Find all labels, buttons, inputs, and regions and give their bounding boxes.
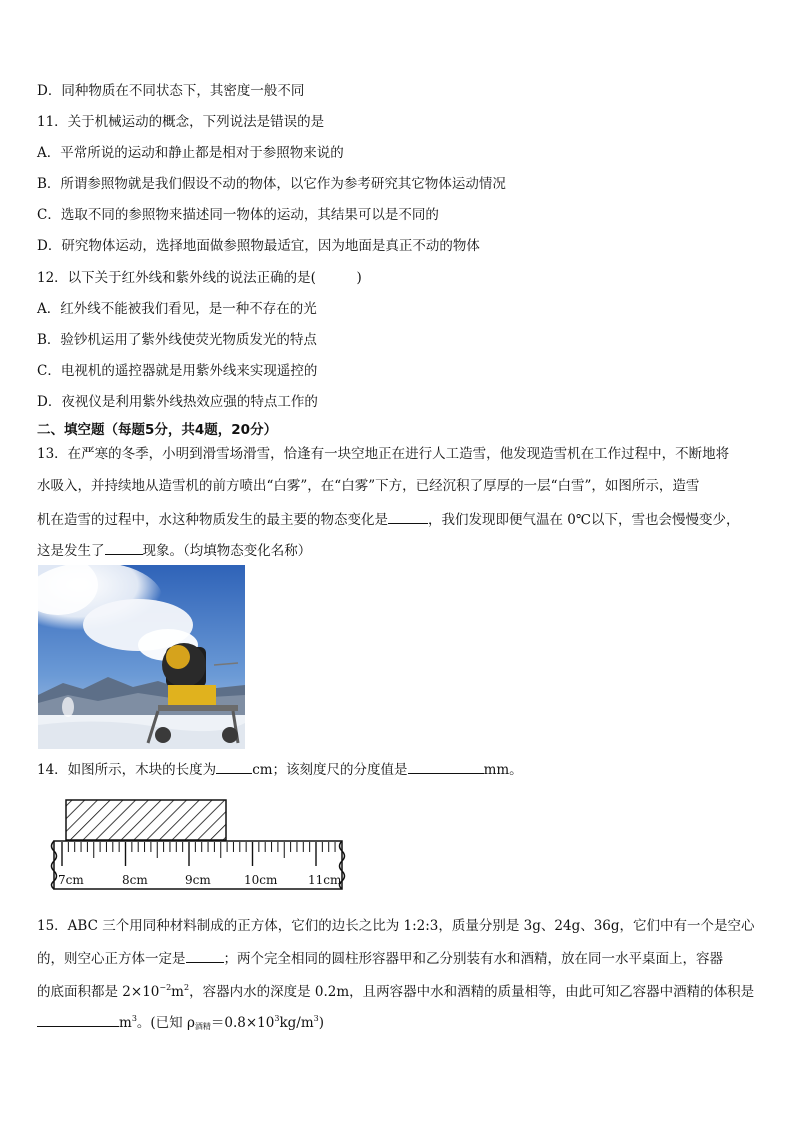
q13-answer-blank-1[interactable] — [388, 509, 428, 524]
q14-answer-blank-length[interactable] — [216, 759, 252, 774]
q15-line-2-text-b: ；两个完全相同的圆柱形容器甲和乙分别装有水和酒精，放在同一水平桌面上，容器 — [223, 951, 723, 967]
q15-line-3-text-a: 的底面积都是 2×10 — [37, 984, 160, 1000]
q14-text-b: cm；该刻度尺的分度值是 — [252, 762, 408, 778]
q15-exponent-3: 3 — [131, 1014, 137, 1023]
q15-line-3-text-c: ，容器内水的深度是 0.2m，且两容器中水和酒精的质量相等，由此可知乙容器中酒精的体积是 — [189, 984, 755, 1000]
q15-line-3-text-b: m — [171, 984, 184, 1000]
q13-line-3 — [37, 509, 739, 529]
q15-line-4 — [37, 1010, 324, 1036]
section-heading-fill-blank: 二、填空题（每题5分，共4题，20分） — [37, 422, 278, 438]
q14-text-a: 14．如图所示，木块的长度为 — [37, 762, 217, 778]
q15-subscript-alcohol: 酒精 — [194, 1022, 211, 1031]
q12-option-a: A．红外线不能被我们看见，是一种不存在的光 — [37, 301, 317, 317]
q15-answer-blank-volume[interactable] — [37, 1012, 119, 1027]
q15-exponent-5: 3 — [313, 1014, 319, 1023]
q15-exponent-1: −2 — [159, 983, 172, 992]
ruler-label-8cm: 8cm — [122, 873, 148, 887]
q11-option-b: B．所谓参照物就是我们假设不动的物体，以它作为参考研究其它物体运动情况 — [37, 176, 506, 192]
q11-option-c: C．选取不同的参照物来描述同一物体的运动，其结果可以是不同的 — [37, 207, 439, 223]
q13-line-4-text-b: 现象。（均填物态变化名称） — [142, 543, 312, 559]
ruler-label-9cm: 9cm — [185, 873, 211, 887]
q11-option-d: D．研究物体运动，选择地面做参照物最适宜，因为地面是真正不动的物体 — [37, 238, 480, 254]
q13-line-3-text-a: 机在造雪的过程中，水这种物质发生的最主要的物态变化是 — [37, 512, 388, 528]
ruler-label-7cm: 7cm — [58, 873, 84, 887]
q15-line-2-text-a: 的，则空心正方体一定是 — [37, 951, 186, 967]
q13-line-3-text-b: ，我们发现即便气温在 0℃以下，雪也会慢慢变少， — [428, 512, 740, 528]
q15-line-4-text-a: m — [119, 1015, 132, 1031]
q14-answer-blank-division[interactable] — [408, 759, 484, 774]
q10-option-d: D．同种物质在不同状态下，其密度一般不同 — [37, 83, 305, 99]
q15-line-4-text-c: ＝0.8×10 — [210, 1015, 275, 1031]
q11-stem: 11．关于机械运动的概念，下列说法是错误的是 — [37, 114, 325, 130]
wooden-block — [66, 800, 226, 840]
q13-line-4 — [37, 540, 311, 560]
q12-stem: 12．以下关于红外线和紫外线的说法正确的是( ) — [37, 270, 362, 286]
q15-answer-blank-hollow[interactable] — [186, 948, 224, 963]
ruler-label-11cm: 11cm — [308, 873, 342, 887]
q11-option-a: A．平常所说的运动和静止都是相对于参照物来说的 — [37, 145, 344, 161]
q12-option-d: D．夜视仪是利用紫外线热效应强的特点工作的 — [37, 394, 318, 410]
q14-text-c: mm。 — [483, 762, 523, 778]
q12-option-b: B．验钞机运用了紫外线使荧光物质发光的特点 — [37, 332, 317, 348]
snow-machine-photo — [38, 565, 245, 749]
q13-line-4-text-a: 这是发生了 — [37, 543, 105, 559]
q15-line-1: 15．ABC 三个用同种材料制成的正方体，它们的边长之比为 1:2:3，质量分别是 3g、24g、36g，它们中有一个是空心 — [37, 918, 755, 934]
q15-exponent-2: 2 — [183, 983, 190, 992]
ruler-label-10cm: 10cm — [244, 873, 278, 887]
q15-line-4-text-e: ) — [318, 1015, 325, 1031]
q13-line-1: 13．在严寒的冬季，小明到滑雪场滑雪，恰逢有一块空地正在进行人工造雪，他发现造雪机在工作过程中，不断地将 — [37, 446, 730, 462]
q13-line-2: 水吸入，并持续地从造雪机的前方喷出“白雾”，在“白雾”下方，已经沉积了厚厚的一层“白雪”，如图所示，造雪 — [37, 478, 700, 494]
q13-answer-blank-2[interactable] — [105, 540, 143, 555]
q15-line-4-text-b: 。(已知 ρ — [136, 1015, 195, 1031]
q15-exponent-4: 3 — [274, 1014, 280, 1023]
q14-stem — [37, 759, 523, 779]
q15-line-2 — [37, 948, 723, 968]
ruler-figure — [48, 798, 348, 894]
q15-line-4-text-d: kg/m — [279, 1015, 314, 1031]
q12-option-c: C．电视机的遥控器就是用紫外线来实现遥控的 — [37, 363, 318, 379]
q15-line-3 — [37, 979, 754, 1001]
